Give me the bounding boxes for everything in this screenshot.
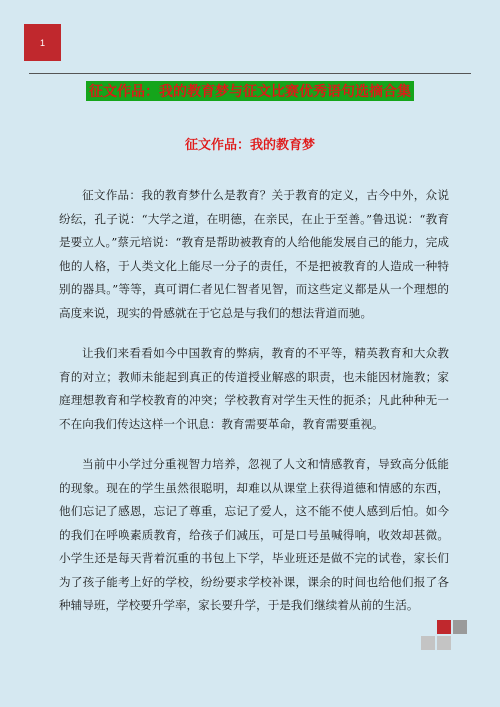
paragraph: 让我们来看看如今中国教育的弊病，教育的不平等，精英教育和大众教育的对立；教师未能起到真正的传道授业解惑的职责，也未能因材施教；家庭理想教育和学校教育的冲突；学校教育对学生天性的扼杀；凡此种种无一不在向我们传达这样一个讯息：教育需要革命，教育需要重视。 bbox=[59, 346, 449, 431]
page-number: 1 bbox=[39, 37, 45, 48]
header-divider bbox=[29, 73, 471, 74]
deco-square-light bbox=[437, 636, 451, 650]
deco-square-light bbox=[421, 636, 435, 650]
section-title: 征文作品：我的教育梦 bbox=[184, 138, 315, 153]
page-number-badge bbox=[24, 24, 61, 61]
deco-square-red bbox=[437, 620, 451, 634]
deco-square-gray bbox=[453, 620, 467, 634]
paragraph: 当前中小学过分重视智力培养，忽视了人文和情感教育，导致高分低能的现象。现在的学生虽然很聪明，却难以从课堂上获得道德和情感的东西，他们忘记了感恩，忘记了尊重，忘记了爱人，这不能不使人感到后怕。如今的我们在呼唤素质教育，给孩子们减压，可是口号虽喊得响，收效却甚微。小学生还是每天背着沉重的书包上下学，毕业班还是做不完的试卷，家长们为了孩子能考上好的学校，纷纷要求学校补课，课余的时间也给他们报了各种辅导班，学校要升学率，家长要升学，于是我们继续着从前的生活。 bbox=[59, 457, 449, 612]
paragraph: 征文作品：我的教育梦什么是教育？关于教育的定义，古今中外，众说纷纭，孔子说：“大学之道，在明德，在亲民，在止于至善。”鲁迅说：“教育是要立人。”蔡元培说：“教育是帮助被教育的人给他能发展自己的能力，完成他的人格，于人类文化上能尽一分子的责任，不是把被教育的人造成一种特别的器具。”等等，真可谓仁者见仁智者见智，而这些定义都是从一个理想的高度来说，现实的骨感就在于它总是与我们的想法背道而驰。 bbox=[59, 188, 449, 320]
document-title: 征文作品：我的教育梦与征文比赛优秀语句选摘合集 bbox=[86, 81, 414, 101]
article-body bbox=[59, 184, 449, 635]
